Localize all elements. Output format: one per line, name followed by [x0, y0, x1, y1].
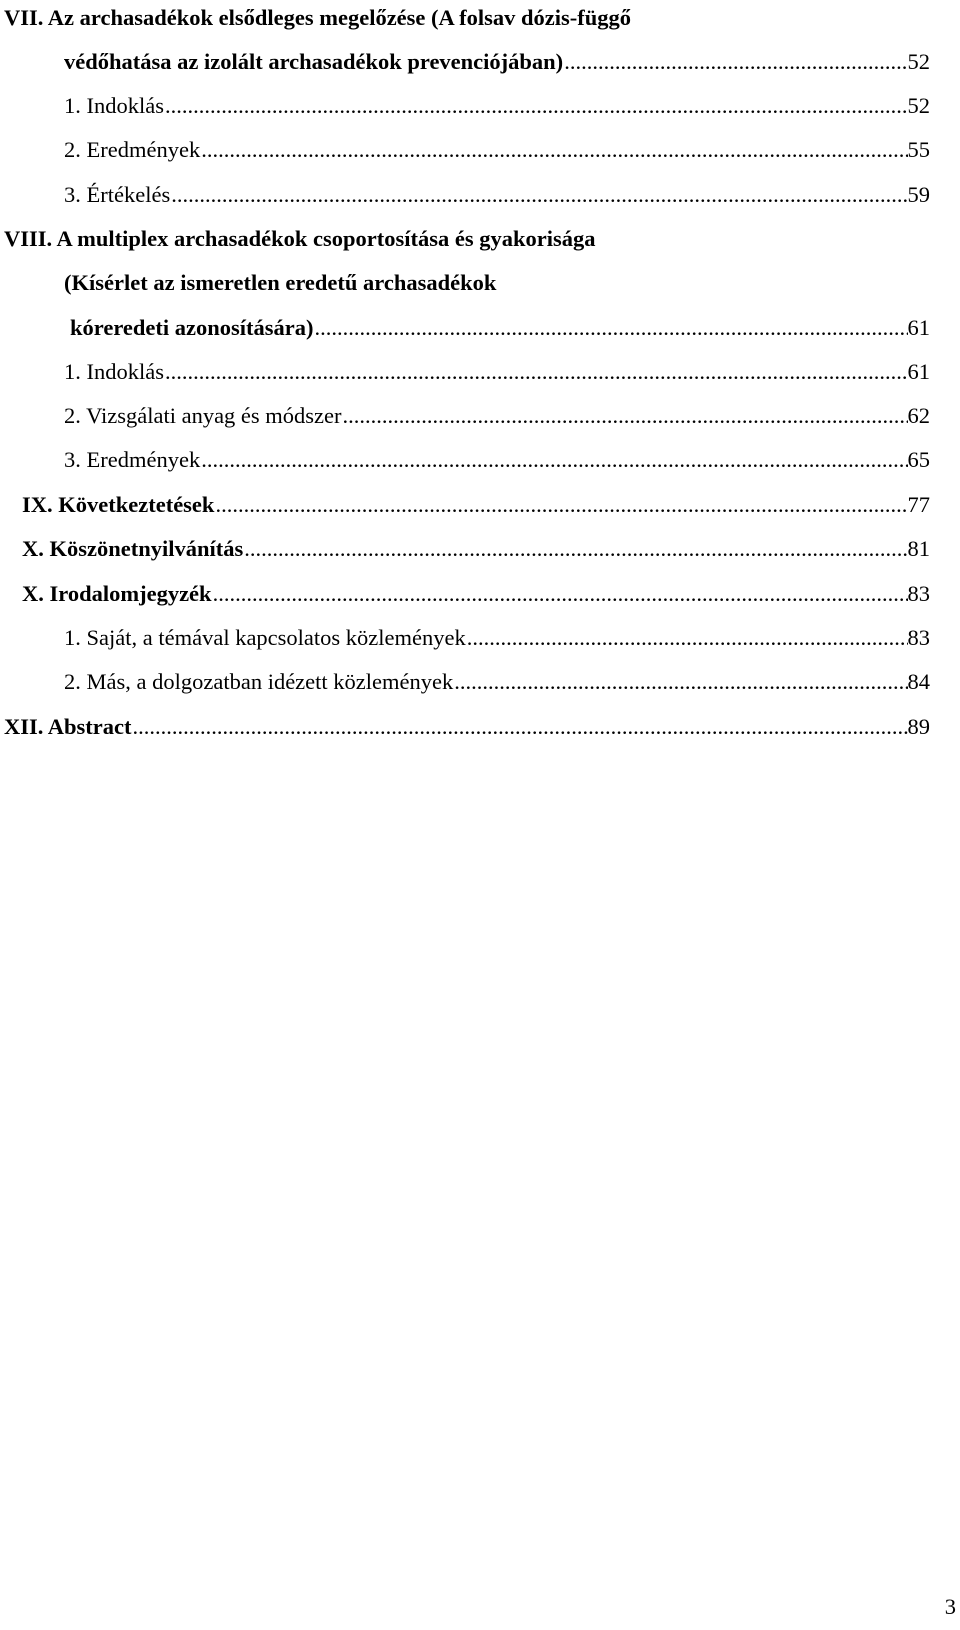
leader-dots	[164, 356, 908, 388]
page-number: 3	[944, 1594, 956, 1619]
leader-dots	[243, 533, 907, 565]
toc-entry-vii-1[interactable]	[64, 90, 930, 122]
page-ref: 62	[907, 403, 930, 428]
toc-entry-vii-3[interactable]	[64, 179, 930, 211]
toc-subentry-title: 2. Eredmények	[64, 137, 201, 162]
toc-heading-xii: XII. Abstract	[4, 714, 132, 739]
toc-heading-vii-line2: védőhatása az izolált archasadékok prevenciójában)	[64, 49, 564, 74]
leader-dots	[453, 666, 907, 698]
toc-entry-viii-2[interactable]	[64, 400, 930, 432]
leader-dots	[164, 90, 908, 122]
toc-entry-x-acknowledgements[interactable]	[22, 533, 930, 565]
leader-dots	[563, 46, 907, 78]
toc-entry-xii[interactable]	[4, 711, 930, 743]
toc-subentry-title: 2. Más, a dolgozatban idézett közlemények	[64, 669, 454, 694]
leader-dots	[214, 489, 907, 521]
page-ref: 61	[907, 359, 930, 384]
page-ref: 55	[907, 137, 930, 162]
toc-entry-x-references[interactable]	[22, 578, 930, 610]
page-ref: 77	[907, 492, 930, 517]
toc-entry-viii[interactable]	[70, 312, 930, 344]
page-ref: 52	[907, 93, 930, 118]
toc-entry-vii[interactable]	[64, 46, 930, 78]
toc-subentry-title: 3. Értékelés	[64, 182, 171, 207]
page-ref: 59	[907, 182, 930, 207]
toc-heading-x-acknowledgements: X. Köszönetnyilvánítás	[22, 536, 244, 561]
page-ref: 61	[907, 315, 930, 340]
toc-entry-viii-1[interactable]	[64, 356, 930, 388]
toc-subentry-title: 3. Eredmények	[64, 447, 201, 472]
toc-subentry-title: 1. Saját, a témával kapcsolatos közlemények	[64, 625, 466, 650]
page-ref: 52	[907, 49, 930, 74]
toc-heading-viii-line1: VIII. A multiplex archasadékok csoportosítása és gyakorisága	[4, 226, 596, 251]
leader-dots	[342, 400, 908, 432]
toc-entry-x-references-1[interactable]	[64, 622, 930, 654]
toc-entry-x-references-2[interactable]	[64, 666, 930, 698]
toc-subentry-title: 1. Indoklás	[64, 93, 164, 118]
page-ref: 83	[907, 625, 930, 650]
leader-dots	[200, 444, 907, 476]
toc-heading-viii-line3: kóreredeti azonosítására)	[70, 315, 314, 340]
toc-subentry-title: 1. Indoklás	[64, 359, 164, 384]
leader-dots	[132, 711, 908, 743]
page-ref: 65	[907, 447, 930, 472]
toc-heading-ix: IX. Következtetések	[22, 492, 215, 517]
toc-entry-vii-2[interactable]	[64, 134, 930, 166]
toc-heading-viii-line2: (Kísérlet az ismeretlen eredetű archasadékok	[64, 270, 497, 295]
leader-dots	[212, 578, 908, 610]
leader-dots	[466, 622, 908, 654]
toc-heading-vii-line1: VII. Az archasadékok elsődleges megelőzése (A folsav dózis-függő	[4, 5, 632, 30]
leader-dots	[170, 179, 907, 211]
page-ref: 84	[907, 669, 930, 694]
leader-dots	[314, 312, 908, 344]
toc-entry-viii-3[interactable]	[64, 444, 930, 476]
toc-subentry-title: 2. Vizsgálati anyag és módszer	[64, 403, 342, 428]
toc-heading-x-references: X. Irodalomjegyzék	[22, 581, 212, 606]
page-ref: 81	[907, 536, 930, 561]
page-ref: 89	[907, 714, 930, 739]
toc-entry-ix[interactable]	[22, 489, 930, 521]
page-ref: 83	[907, 581, 930, 606]
leader-dots	[200, 134, 907, 166]
